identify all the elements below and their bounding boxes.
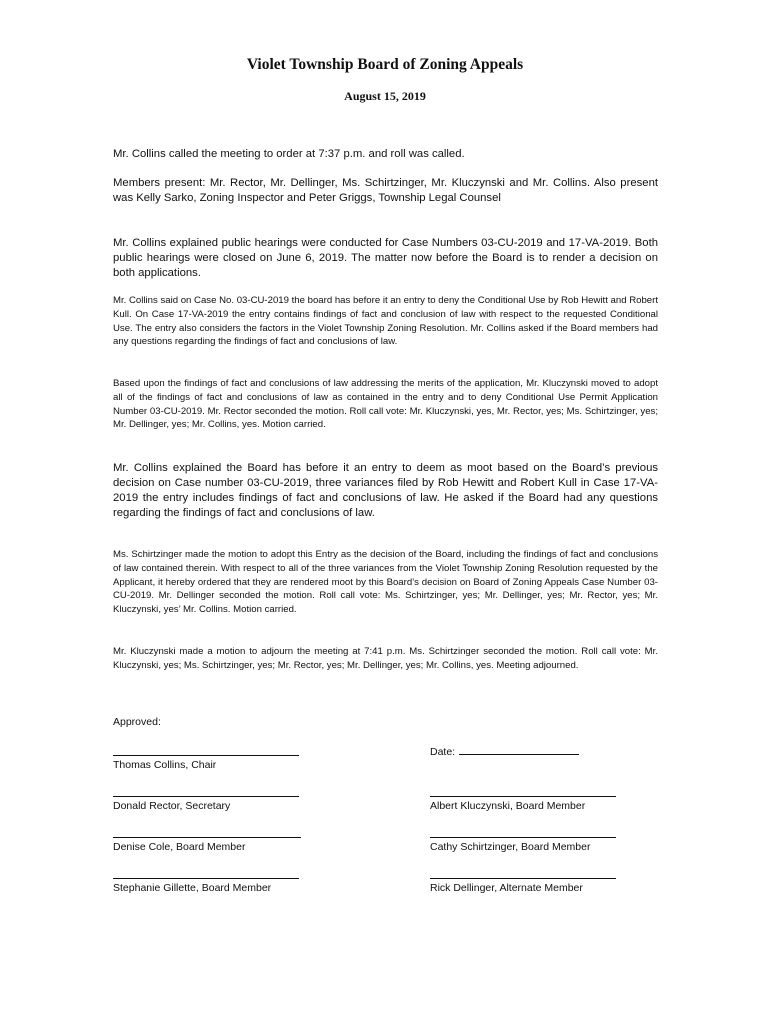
- approved-label: Approved:: [113, 716, 161, 728]
- signatory-name: Thomas Collins, Chair: [113, 759, 217, 771]
- signatory-name: Denise Cole, Board Member: [113, 841, 246, 853]
- signature-block: [113, 782, 299, 812]
- signatory-name: Albert Kluczynski, Board Member: [430, 800, 586, 812]
- signatory-name: Rick Dellinger, Alternate Member: [430, 882, 583, 894]
- paragraph-public-hearings: Mr. Collins explained public hearings were conducted for Case Numbers 03-CU-2019 and 17-VA-2019. Both public hearings were closed on June 6, 2019. The matter now before the Board is to render a decision on both applications.: [113, 237, 658, 279]
- signature-line: [113, 741, 299, 756]
- date-blank-line: [459, 744, 579, 755]
- signature-block: [113, 741, 299, 771]
- signatory-name: Donald Rector, Secretary: [113, 800, 231, 812]
- signature-block: [113, 864, 299, 894]
- signature-block: [430, 864, 616, 894]
- signature-block: [430, 782, 616, 812]
- paragraph-call-to-order: Mr. Collins called the meeting to order at 7:37 p.m. and roll was called.: [113, 148, 465, 160]
- signature-line: [113, 823, 301, 838]
- signature-line: [430, 823, 616, 838]
- paragraph-members-present: Members present: Mr. Rector, Mr. Dellinger, Ms. Schirtzinger, Mr. Kluczynski and Mr. Collins. Also present was Kelly Sarko, Zoning Inspector and Peter Griggs, Township Legal Counsel: [113, 177, 658, 204]
- signature-line: [430, 782, 616, 797]
- document-title: Violet Township Board of Zoning Appeals: [246, 56, 524, 73]
- signature-block: [113, 823, 301, 853]
- paragraph-motion-moot: Ms. Schirtzinger made the motion to adopt this Entry as the decision of the Board, including the findings of fact and conclusions of law contained therein. With respect to all of the three variances from the Violet Township Zoning Resolution requested by the Applicant, it hereby ordered that they are rendered moot by this Board’s decision on Board of Zoning Appeals Case Number 03-CU-2019. Mr. Dellinger seconded the motion. Roll call vote: Ms. Schirtzinger, yes; Mr. Dellinger, yes; Mr. Rector, yes; Mr. Kluczynski, yes’ Mr. Collins. Motion carried.: [113, 549, 658, 616]
- date-field: [430, 744, 579, 758]
- meeting-date: August 15, 2019: [344, 89, 426, 103]
- signatory-name: Stephanie Gillette, Board Member: [113, 882, 272, 894]
- signature-block: [430, 823, 616, 853]
- date-label: Date:: [430, 746, 456, 758]
- paragraph-adjourn: Mr. Kluczynski made a motion to adjourn the meeting at 7:41 p.m. Ms. Schirtzinger seconded the motion. Roll call vote: Mr. Kluczynski, yes; Ms. Schirtzinger, yes; Mr. Rector, yes; Mr. Dellinger, yes; Mr. Collins, yes. Meeting adjourned.: [113, 646, 658, 671]
- paragraph-case-03-cu: Mr. Collins said on Case No. 03-CU-2019 the board has before it an entry to deny the Conditional Use by Rob Hewitt and Robert Kull. On Case 17-VA-2019 the entry contains findings of fact and conclusion of law with respect to the requested Conditional Use. The entry also considers the factors in the Violet Township Zoning Resolution. Mr. Collins asked if the Board members had any questions regarding the findings of fact and conclusions of law.: [113, 295, 659, 348]
- paragraph-moot-entry: Mr. Collins explained the Board has before it an entry to deem as moot based on the Board’s previous decision on Case number 03-CU-2019, three variances filed by Rob Hewitt and Robert Kull in Case 17-VA-2019 the entry includes findings of fact and conclusions of law. He asked if the Board had any questions regarding the findings of fact and conclusions of law.: [113, 462, 658, 519]
- signature-line: [113, 864, 299, 879]
- signature-line: [113, 782, 299, 797]
- paragraph-motion-deny: Based upon the findings of fact and conclusions of law addressing the merits of the application, Mr. Kluczynski moved to adopt all of the findings of fact and conclusions of law as contained in the entry and to deny Conditional Use Permit Application Number 03-CU-2019. Mr. Rector seconded the motion. Roll call vote: Mr. Kluczynski, yes, Mr. Rector, yes; Ms. Schirtzinger, yes; Mr. Dellinger, yes; Mr. Collins, yes. Motion carried.: [113, 378, 658, 431]
- signature-line: [430, 864, 616, 879]
- signatory-name: Cathy Schirtzinger, Board Member: [430, 841, 591, 853]
